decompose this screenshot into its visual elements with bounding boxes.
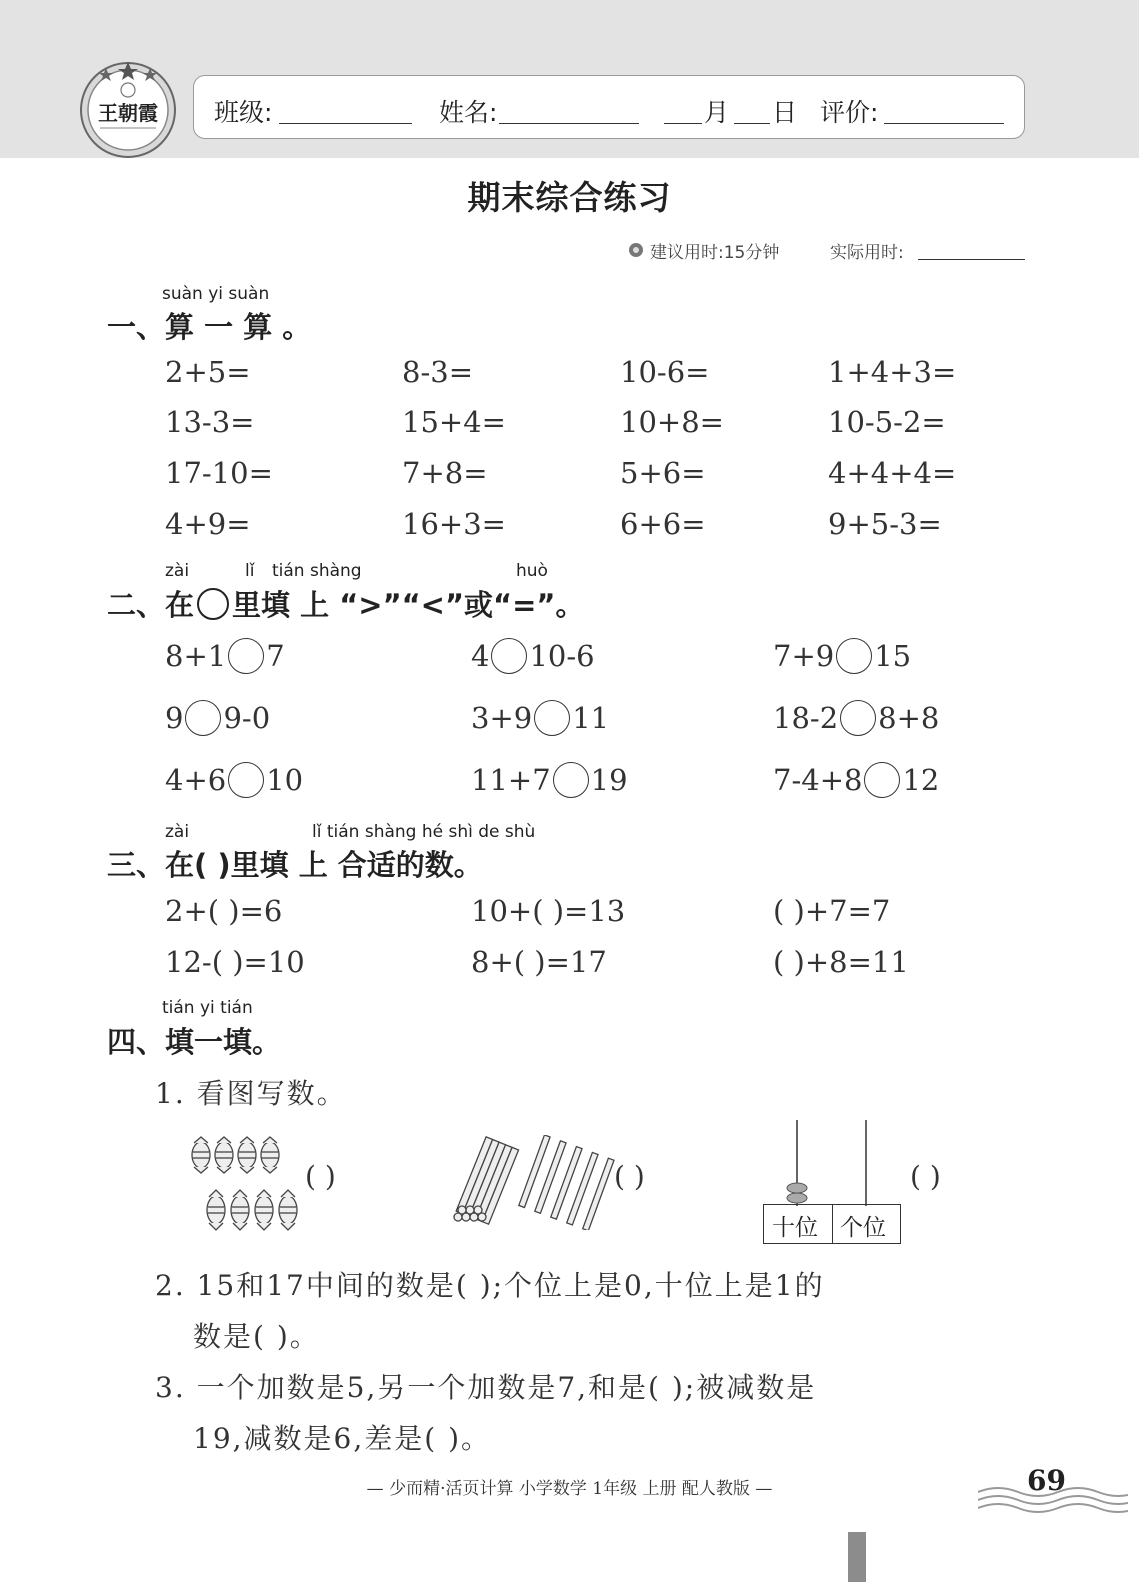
answer-circle[interactable] [836,638,872,674]
ones-label: 个位 [840,1215,886,1241]
name-field[interactable] [499,123,639,124]
equation: 17-10= [165,456,273,490]
footer-text: — 少而精·活页计算 小学数学 1年级 上册 配人教版 — [366,1479,773,1499]
right-expr: 12 [902,763,940,797]
left-expr: 9 [165,701,184,735]
brand-logo [78,60,178,160]
question-2-line2: 数是( )。 [193,1320,320,1353]
right-expr: 10-6 [529,639,595,673]
fill-equation[interactable]: 8+( )=17 [471,945,607,979]
answer-circle[interactable] [864,762,900,798]
comparison-item [773,638,911,674]
comparison-item [471,638,595,674]
candies-image [188,1130,303,1240]
answer-circle[interactable] [840,700,876,736]
left-expr: 7+9 [773,639,835,673]
left-expr: 4+6 [165,763,227,797]
actual-time-field[interactable] [918,259,1025,260]
equation: 6+6= [620,507,706,541]
right-expr: 10 [266,763,304,797]
left-expr: 4 [471,639,490,673]
right-expr: 8+8 [878,701,940,735]
side-tab-marker [848,1532,866,1582]
comparison-item [165,638,285,674]
month-field[interactable] [664,123,702,124]
answer-paren[interactable]: ( ) [614,1160,645,1193]
question-1: 1. 看图写数。 [155,1077,347,1110]
name-label: 姓名: [439,98,498,127]
section3-pinyin: zài [165,822,190,842]
student-info-bar [193,75,1025,139]
equation: 9+5-3= [828,507,942,541]
equation: 2+5= [165,355,251,389]
equation: 4+9= [165,507,251,541]
tens-label: 十位 [772,1215,818,1241]
fill-equation[interactable]: 10+( )=13 [471,894,626,928]
place-value-table [763,1204,901,1244]
question-3-line1: 3. 一个加数是5,另一个加数是7,和是( );被减数是 [155,1371,817,1404]
section1-heading: 一、算 一 算 。 [107,310,312,344]
left-expr: 3+9 [471,701,533,735]
suggested-time: 建议用时:15分钟 [650,243,780,263]
comparison-item [165,762,303,798]
question-2-line1: 2. 15和17中间的数是( );个位上是0,十位上是1的 [155,1269,825,1302]
fill-equation[interactable]: 12-( )=10 [165,945,305,979]
page-title: 期末综合练习 [467,178,672,217]
equation: 4+4+4= [828,456,957,490]
section3-pinyin: lǐ tián shàng hé shì de shù [312,822,536,842]
right-expr: 7 [266,639,285,673]
question-3-line2: 19,减数是6,差是( )。 [193,1422,491,1455]
equation: 8-3= [402,355,473,389]
page-number: 69 [1027,1464,1066,1497]
section2-pinyin: huò [516,561,548,581]
logo-text: 王朝霞 [98,101,158,125]
circle-icon [197,588,229,620]
actual-time-label: 实际用时: [830,243,904,263]
month-label: 月 [704,98,730,127]
right-expr: 9-0 [223,701,271,735]
comparison-item [773,700,939,736]
evaluation-label: 评价: [820,98,879,127]
section4-heading: 四、填一填。 [107,1025,282,1059]
comparison-item [773,762,939,798]
answer-paren[interactable]: ( ) [910,1160,941,1193]
sticks-bundle-image [450,1135,615,1230]
comparison-item [165,700,270,736]
comparison-item [471,762,628,798]
equation: 10-5-2= [828,405,946,439]
left-expr: 7-4+8 [773,763,863,797]
answer-paren[interactable]: ( ) [305,1160,336,1193]
equation: 15+4= [402,405,506,439]
answer-circle[interactable] [228,762,264,798]
day-field[interactable] [734,123,770,124]
equation: 16+3= [402,507,506,541]
section2-heading-post: 里填 上 “>”“<”或“=”。 [232,588,585,622]
right-expr: 19 [590,763,628,797]
section4-pinyin: tián yi tián [162,998,253,1018]
answer-circle[interactable] [491,638,527,674]
right-expr: 15 [874,639,912,673]
fill-equation[interactable]: 2+( )=6 [165,894,283,928]
answer-circle[interactable] [228,638,264,674]
day-label: 日 [772,98,798,127]
class-field[interactable] [279,123,412,124]
section2-heading-pre: 二、在 [107,588,195,622]
section2-pinyin: lǐ [245,561,255,581]
left-expr: 8+1 [165,639,227,673]
left-expr: 11+7 [471,763,551,797]
right-expr: 11 [572,701,610,735]
answer-circle[interactable] [553,762,589,798]
equation: 5+6= [620,456,706,490]
section3-heading: 三、在( )里填 上 合适的数。 [107,848,483,882]
abacus-rods-image [780,1120,880,1206]
evaluation-field[interactable] [884,123,1004,124]
fill-equation[interactable]: ( )+8=11 [773,945,909,979]
section2-pinyin: zài [165,561,190,581]
equation: 1+4+3= [828,355,957,389]
answer-circle[interactable] [185,700,221,736]
equation: 7+8= [402,456,488,490]
left-expr: 18-2 [773,701,839,735]
comparison-item [471,700,609,736]
clock-icon [626,240,646,260]
section2-heading [107,583,584,624]
class-label: 班级: [214,98,273,127]
equation: 10+8= [620,405,724,439]
fill-equation[interactable]: ( )+7=7 [773,894,891,928]
equation: 13-3= [165,405,255,439]
answer-circle[interactable] [534,700,570,736]
equation: 10-6= [620,355,710,389]
section2-pinyin: tián shàng [272,561,362,581]
section1-pinyin: suàn yi suàn [162,284,270,304]
